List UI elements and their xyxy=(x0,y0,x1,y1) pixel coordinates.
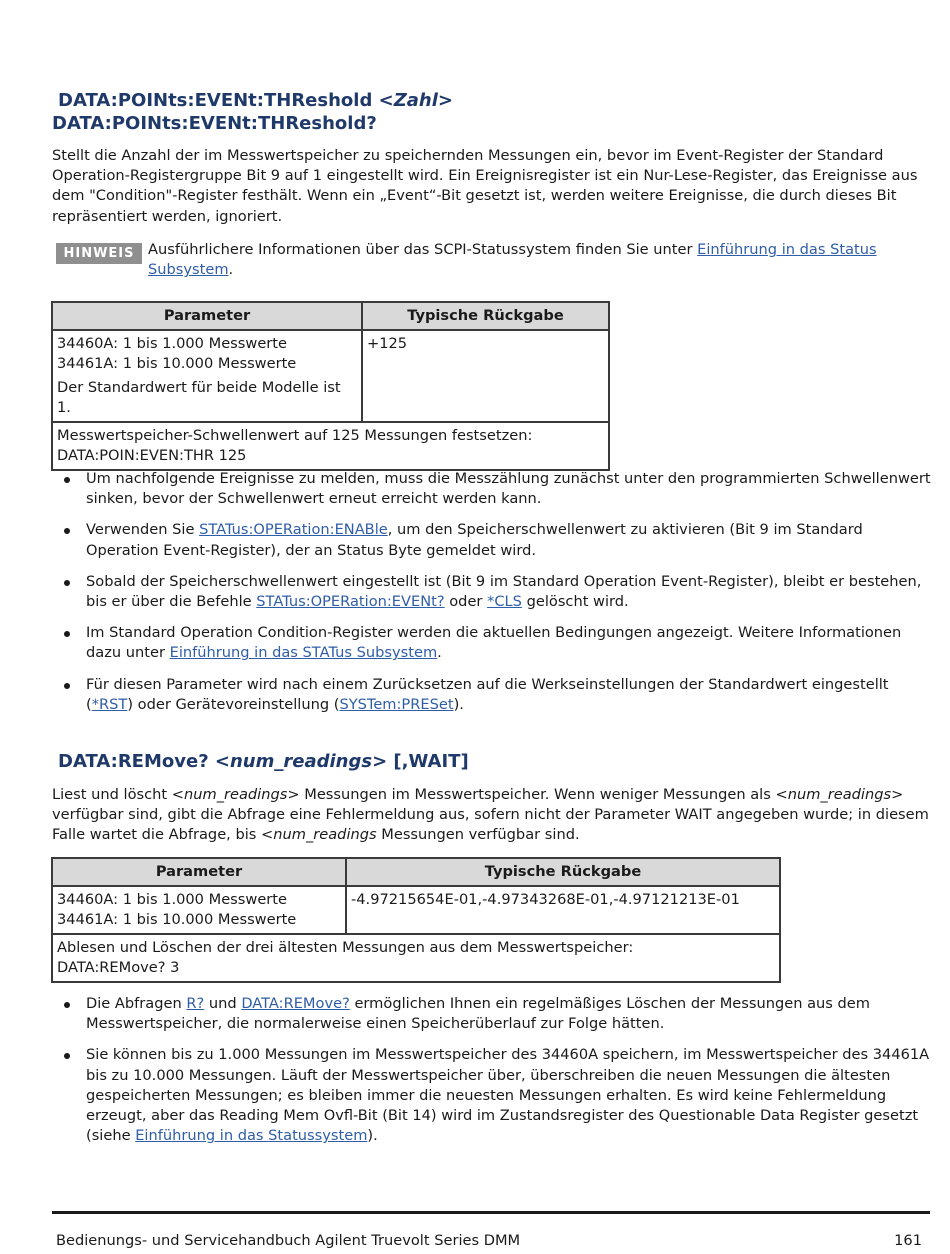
command-heading-threshold: DATA:POINts:EVENt:THReshold <Zahl> xyxy=(58,90,453,111)
bullet-icon xyxy=(64,528,70,534)
list-item: Sobald der Speicherschwellenwert eingestellt ist (Bit 9 im Standard Operation Event-Register), bleibt er bestehen, bis er über die Befehle STATus:OPERation:EVENt? oder *CLS gelöscht wird. xyxy=(52,572,932,612)
return-cell: -4.97215654E-01,-4.97343268E-01,-4.97121213E-01 xyxy=(346,886,780,934)
table-header-return: Typische Rückgabe xyxy=(362,302,609,330)
status-subsystem-intro-link[interactable]: Einführung in das STATus Subsystem xyxy=(169,644,438,662)
status-operation-enable-link[interactable]: STATus:OPERation:ENABle xyxy=(199,521,388,539)
example-cell: Ablesen und Löschen der drei ältesten Messungen aus dem Messwertspeicher: DATA:REMove? 3 xyxy=(52,934,780,982)
table-header-parameter: Parameter xyxy=(52,858,346,886)
list-item: Verwenden Sie STATus:OPERation:ENABle, um den Speicherschwellenwert zu aktivieren (Bit 9 im Standard Operation Event-Register), der an Status Byte gemeldet wird. xyxy=(52,520,932,560)
query-heading-threshold: DATA:POINts:EVENt:THReshold? xyxy=(52,113,377,134)
r-query-link[interactable]: R? xyxy=(186,995,205,1012)
rst-link[interactable]: *RST xyxy=(91,695,128,713)
remove-description: Liest und löscht <num_readings> Messungen im Messwertspeicher. Wenn weniger Messungen als <num_readings> verfügbar sind, gibt die Abfrage eine Fehlermeldung aus, sofern nicht der Parameter WAIT angegeben wurde; in diesem Falle wartet die Abfrage, bis <num_readings Messungen verfügbar sind. xyxy=(52,786,929,844)
note-badge: HINWEIS xyxy=(56,243,142,264)
note-text: Ausführlichere Informationen über das SCPI-Statussystem finden Sie unter Einführung in das Status Subsystem. xyxy=(148,241,877,279)
footer-rule xyxy=(52,1211,930,1214)
status-system-intro-link[interactable]: Einführung in das Statussystem xyxy=(135,1127,368,1145)
table-header-parameter: Parameter xyxy=(52,302,362,330)
bullet-icon xyxy=(64,683,70,689)
system-preset-link[interactable]: SYSTem:PRESet xyxy=(339,695,454,713)
example-cell: Messwertspeicher-Schwellenwert auf 125 Messungen festsetzen: DATA:POIN:EVEN:THR 125 xyxy=(52,422,609,470)
threshold-description: Stellt die Anzahl der im Messwertspeicher zu speichernden Messungen ein, bevor im Event-Register der Standard Operation-Registergruppe Bit 9 auf 1 eingestellt wird. Ein Ereignisregister ist ein Nur-Lese-Register, das Ereignisse aus dem "Condition"-Register festhält. Wenn ein „Event“-Bit gesetzt ist, werden weitere Ereignisse, die durch dieses Bit repräsentiert werden, ignoriert. xyxy=(52,147,918,225)
data-remove-link[interactable]: DATA:REMove? xyxy=(241,995,350,1012)
list-item: Sie können bis zu 1.000 Messungen im Messwertspeicher des 34460A speichern, im Messwertspeicher des 34461A bis zu 10.000 Messungen. Läuft der Messwertspeicher über, überschreiben die neuen Messungen die ältesten gespeicherten Messungen; es bleiben immer die neuesten Messungen erhalten. Es wird keine Fehlermeldung erzeugt, aber das Reading Mem Ovfl-Bit (Bit 14) wird im Zustandsregister des Questionable Data Register gesetzt (siehe Einführung in das Statussystem). xyxy=(52,1045,932,1146)
remove-notes-list xyxy=(52,994,932,1157)
parameter-cell: 34460A: 1 bis 1.000 Messwerte 34461A: 1 bis 10.000 Messwerte xyxy=(52,886,346,934)
bullet-icon xyxy=(64,1053,70,1059)
bullet-icon xyxy=(64,1002,70,1008)
threshold-notes-list xyxy=(52,469,932,726)
bullet-icon xyxy=(64,580,70,586)
cls-link[interactable]: *CLS xyxy=(487,593,522,611)
command-heading-remove: DATA:REMove? <num_readings> [,WAIT] xyxy=(58,751,469,772)
bullet-icon xyxy=(64,631,70,637)
bullet-icon xyxy=(64,477,70,483)
list-item: Für diesen Parameter wird nach einem Zurücksetzen auf die Werkseinstellungen der Standardwert eingestellt (*RST) oder Gerätevoreinstellung (SYSTem:PRESet). xyxy=(52,675,932,715)
page-number: 161 xyxy=(894,1232,922,1249)
list-item: Um nachfolgende Ereignisse zu melden, muss die Messzählung zunächst unter den programmierten Schwellenwert sinken, bevor der Schwellenwert erneut erreicht werden kann. xyxy=(52,469,932,509)
list-item: Die Abfragen R? und DATA:REMove? ermöglichen Ihnen ein regelmäßiges Löschen der Messungen aus dem Messwertspeicher, die normalerweise einen Speicherüberlauf zur Folge hätten. xyxy=(52,994,932,1034)
table-header-return: Typische Rückgabe xyxy=(346,858,780,886)
parameter-cell: 34460A: 1 bis 1.000 Messwerte 34461A: 1 bis 10.000 Messwerte Der Standardwert für beide Modelle ist 1. xyxy=(52,330,362,422)
footer-title: Bedienungs- und Servicehandbuch Agilent Truevolt Series DMM xyxy=(56,1232,521,1249)
status-operation-event-link[interactable]: STATus:OPERation:EVENt? xyxy=(256,593,445,611)
status-subsystem-link[interactable]: Einführung in das Status Subsystem xyxy=(148,241,877,279)
list-item: Im Standard Operation Condition-Register werden die aktuellen Bedingungen angezeigt. Weitere Informationen dazu unter Einführung in das STATus Subsystem. xyxy=(52,623,932,663)
return-cell: +125 xyxy=(362,330,609,422)
remove-parameter-table xyxy=(51,857,781,983)
threshold-parameter-table xyxy=(51,301,610,471)
